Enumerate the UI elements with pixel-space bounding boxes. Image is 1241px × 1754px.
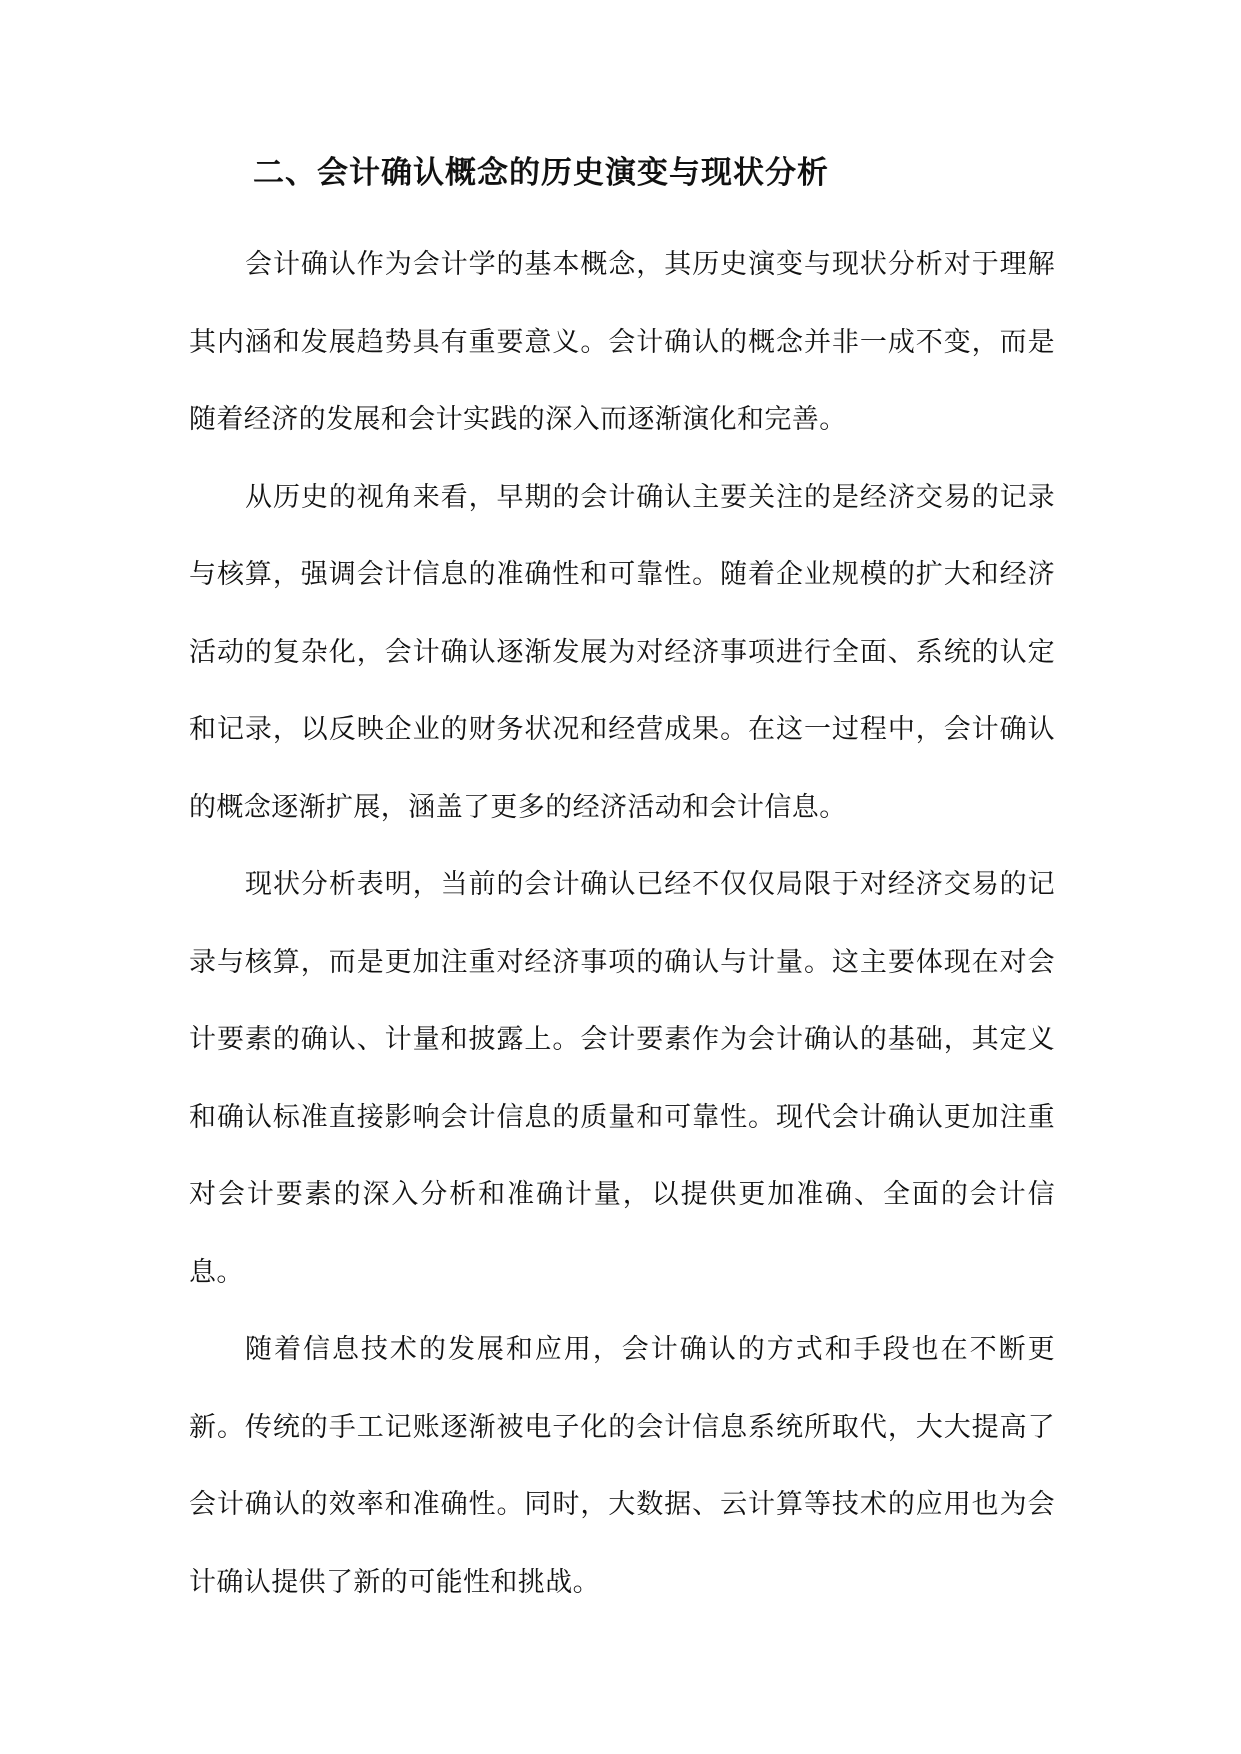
paragraph-2: 从历史的视角来看，早期的会计确认主要关注的是经济交易的记录与核算，强调会计信息的准确性和可靠性。随着企业规模的扩大和经济活动的复杂化，会计确认逐渐发展为对经济事项进行全面、系统的认定和记录，以反映企业的财务状况和经营成果。在这一过程中，会计确认的概念逐渐扩展，涵盖了更多的经济活动和会计信息。: [189, 481, 1055, 823]
body-text: [189, 226, 1055, 1621]
section-heading: 二、会计确认概念的历史演变与现状分析: [253, 155, 829, 191]
paragraph-1: 会计确认作为会计学的基本概念，其历史演变与现状分析对于理解其内涵和发展趋势具有重要意义。会计确认的概念并非一成不变，而是随着经济的发展和会计实践的深入而逐渐演化和完善。: [189, 249, 1055, 435]
paragraph-3: 现状分析表明，当前的会计确认已经不仅仅局限于对经济交易的记录与核算，而是更加注重对经济事项的确认与计量。这主要体现在对会计要素的确认、计量和披露上。会计要素作为会计确认的基础，其定义和确认标准直接影响会计信息的质量和可靠性。现代会计确认更加注重对会计要素的深入分析和准确计量，以提供更加准确、全面的会计信息。: [189, 869, 1055, 1288]
paragraph-4: 随着信息技术的发展和应用，会计确认的方式和手段也在不断更新。传统的手工记账逐渐被电子化的会计信息系统所取代，大大提高了会计确认的效率和准确性。同时，大数据、云计算等技术的应用也为会计确认提供了新的可能性和挑战。: [189, 1334, 1055, 1598]
